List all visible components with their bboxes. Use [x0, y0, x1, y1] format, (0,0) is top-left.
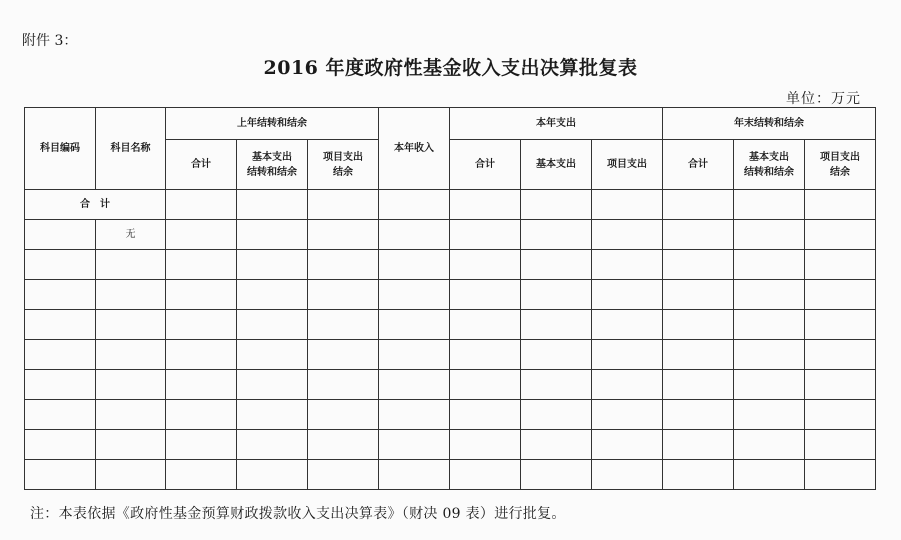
header-yearend-basic: 基本支出 结转和结余: [734, 140, 805, 190]
header-prev-project: 项目支出 结余: [308, 140, 379, 190]
page-title: 2016 年度政府性基金收入支出决算批复表: [263, 57, 638, 79]
header-prev-total: 合计: [166, 140, 237, 190]
table-row: [25, 220, 876, 250]
table-row: [25, 250, 876, 280]
table-row: [25, 430, 876, 460]
table-row: [25, 310, 876, 340]
item-name-cell: 无: [96, 220, 166, 250]
header-prev-basic: 基本支出 结转和结余: [237, 140, 308, 190]
header-current-income: 本年收入: [379, 108, 450, 190]
header-yearend-total: 合计: [663, 140, 734, 190]
header-subject-name: 科目名称: [96, 108, 166, 190]
header-prev-year-carryover: 上年结转和结余: [166, 108, 379, 140]
table-row: [25, 460, 876, 490]
table-row: [25, 400, 876, 430]
footnote: 注：本表依据《政府性基金预算财政拨款收入支出决算表》（财决 09 表）进行批复。: [30, 506, 566, 522]
header-subject-code: 科目编码: [25, 108, 96, 190]
attachment-label: 附件 3：: [22, 33, 78, 49]
table-row: [25, 340, 876, 370]
header-expense-basic: 基本支出: [521, 140, 592, 190]
table-row: [25, 280, 876, 310]
header-yearend-project: 项目支出 结余: [805, 140, 876, 190]
header-year-end-carryover: 年末结转和结余: [663, 108, 876, 140]
unit-label: 单位：万元: [786, 91, 861, 107]
table-row: [25, 190, 876, 220]
header-expense-project: 项目支出: [592, 140, 663, 190]
header-expense-total: 合计: [450, 140, 521, 190]
total-row-label: 合 计: [25, 190, 166, 220]
header-current-expense: 本年支出: [450, 108, 663, 140]
table-row: [25, 370, 876, 400]
budget-table: [24, 107, 876, 490]
